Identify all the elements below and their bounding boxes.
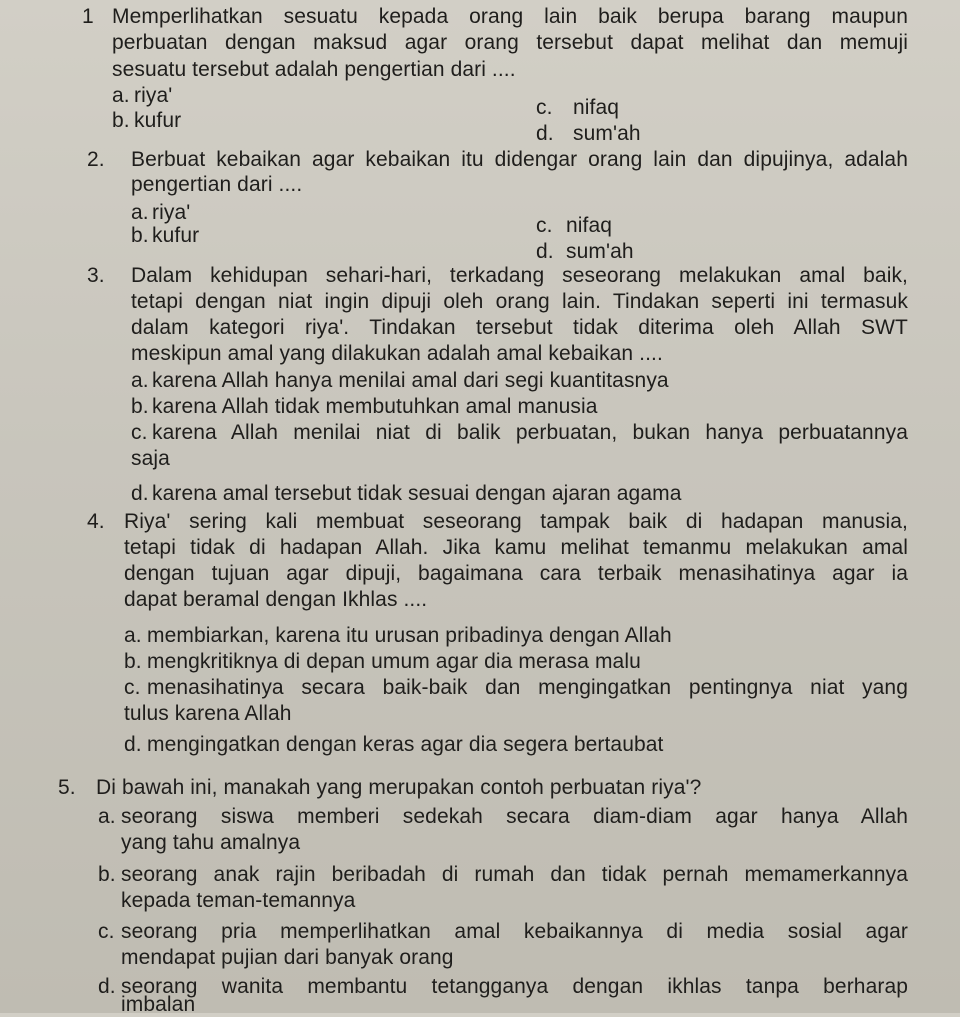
question-number: 2. [87,148,105,171]
option-d: sum'ah [573,122,641,145]
option-letter: c. [131,421,148,444]
option-d: karena amal tersebut tidak sesuai dengan ajaran agama [152,482,682,505]
question-number: 4. [87,510,105,533]
question-text-line: pengertian dari .... [131,173,303,196]
option-a: riya' [134,84,173,107]
option-b: seorang anak rajin beribadah di rumah dan tidak pernah memamerkannya [121,863,908,886]
option-b-continued: kepada teman-temannya [121,889,356,912]
option-b: karena Allah tidak membutuhkan amal manusia [152,395,598,418]
option-d: seorang wanita membantu tetangganya dengan ikhlas tanpa berharap [121,975,908,998]
option-letter: c. [536,214,553,237]
option-letter: b. [131,395,149,418]
question-number: 1 [82,5,94,28]
option-letter: b. [98,863,116,886]
option-b: kufur [152,224,200,247]
option-b: kufur [134,109,182,132]
option-a-continued: yang tahu amalnya [121,831,301,854]
question-number: 3. [87,264,105,287]
option-letter: a. [131,369,149,392]
question-text-line: tetapi dengan niat ingin dipuji oleh orang lain. Tindakan seperti ini termasuk [131,290,908,313]
option-letter: b. [131,224,149,247]
option-c: seorang pria memperlihatkan amal kebaikannya di media sosial agar [121,920,908,943]
option-letter: c. [536,96,553,119]
option-letter: b. [112,109,130,132]
question-text-line: tetapi tidak di hadapan Allah. Jika kamu melihat temanmu melakukan amal [124,536,908,559]
option-c-continued: tulus karena Allah [124,702,292,725]
option-letter: b. [124,650,142,673]
option-c: nifaq [573,96,620,119]
option-letter: c. [98,920,115,943]
option-c-continued: mendapat pujian dari banyak orang [121,946,454,969]
option-letter: a. [98,805,116,828]
question-text-line: Memperlihatkan sesuatu kepada orang lain baik berupa barang maupun [112,5,908,28]
option-letter: c. [124,676,141,699]
option-a: karena Allah hanya menilai amal dari segi kuantitasnya [152,369,669,392]
question-text-line: dalam kategori riya'. Tindakan tersebut tidak diterima oleh Allah SWT [131,316,908,339]
question-text-line: meskipun amal yang dilakukan adalah amal kebaikan .... [131,342,663,365]
option-c-continued: saja [131,447,170,470]
option-letter: d. [124,733,142,756]
option-c: menasihatinya secara baik-baik dan mengingatkan pentingnya niat yang [147,676,908,699]
option-d-continued: imbalan [121,993,196,1016]
option-c: karena Allah menilai niat di balik perbuatan, bukan hanya perbuatannya [152,421,908,444]
option-a: membiarkan, karena itu urusan pribadinya dengan Allah [147,624,672,647]
option-letter: d. [131,482,149,505]
option-letter: d. [98,975,116,998]
option-a: seorang siswa memberi sedekah secara diam-diam agar hanya Allah [121,805,908,828]
option-letter: a. [131,201,149,224]
question-text-line: Dalam kehidupan sehari-hari, terkadang seseorang melakukan amal baik, [131,264,908,287]
option-letter: a. [124,624,142,647]
option-letter: d. [536,122,554,145]
question-text-line: Berbuat kebaikan agar kebaikan itu didengar orang lain dan dipujinya, adalah [131,148,908,171]
question-text-line: Riya' sering kali membuat seseorang tampak baik di hadapan manusia, [124,510,908,533]
option-letter: d. [536,240,554,263]
question-text-line: dengan tujuan agar dipuji, bagaimana cara terbaik menasihatinya agar ia [124,562,908,585]
question-text-line: dapat beramal dengan Ikhlas .... [124,588,428,611]
question-text-line: sesuatu tersebut adalah pengertian dari .... [112,58,516,81]
question-text-line: perbuatan dengan maksud agar orang tersebut dapat melihat dan memuji [112,31,908,54]
option-a: riya' [152,201,191,224]
option-d: mengingatkan dengan keras agar dia segera bertaubat [147,733,664,756]
question-text-line: Di bawah ini, manakah yang merupakan contoh perbuatan riya'? [96,776,702,799]
question-number: 5. [58,776,76,799]
option-d: sum'ah [566,240,634,263]
option-letter: a. [112,84,130,107]
option-c: nifaq [566,214,613,237]
option-b: mengkritiknya di depan umum agar dia merasa malu [147,650,641,673]
